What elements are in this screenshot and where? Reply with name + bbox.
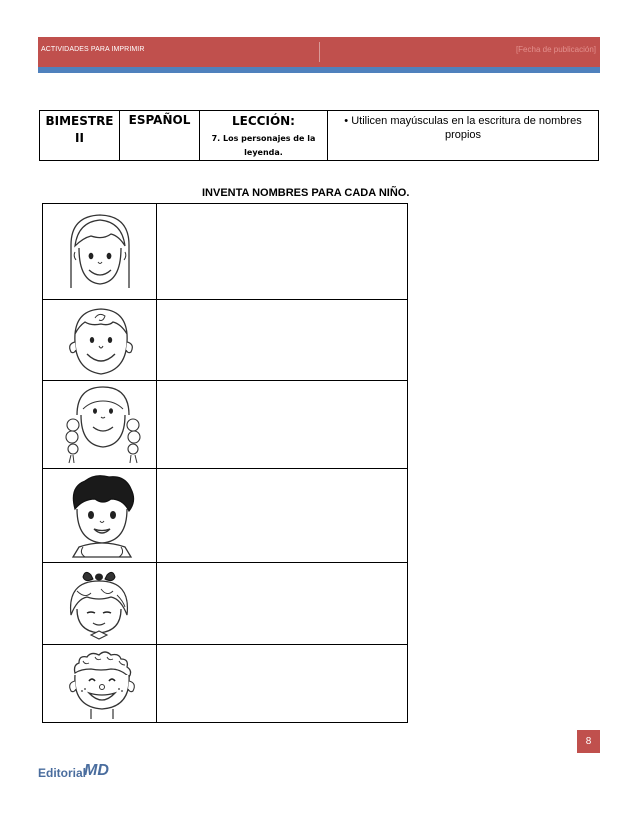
- materia-label: ESPAÑOL: [128, 113, 191, 127]
- header-divider: [319, 42, 320, 62]
- logo-mark: MD: [84, 762, 109, 779]
- table-row: [43, 563, 156, 644]
- girl-bangs-face-icon: [61, 210, 139, 294]
- table-row: [43, 645, 156, 722]
- table-row: [43, 300, 156, 380]
- instruction-heading: INVENTA NOMBRES PARA CADA NIÑO.: [202, 187, 410, 199]
- boy-dark-hair-face-icon: [61, 473, 143, 559]
- boy-smiling-face-icon: [61, 304, 141, 378]
- objetivo-text: • Utilicen mayúsculas en la escritura de nombres propios: [344, 115, 582, 141]
- page-header: [38, 37, 600, 67]
- table-row: [43, 204, 156, 299]
- header-date-placeholder[interactable]: [Fecha de publicación]: [515, 45, 596, 54]
- lesson-info-table: [39, 110, 599, 161]
- table-row: [43, 469, 156, 562]
- editorial-md-logo: [38, 762, 118, 786]
- leccion-cell: [200, 111, 328, 161]
- leccion-label: LECCIÓN:: [232, 114, 295, 128]
- table-row: [43, 381, 156, 468]
- materia-cell: [120, 111, 200, 161]
- boy-curly-hair-face-icon: [61, 647, 143, 721]
- header-title: ACTIVIDADES PARA IMPRIMIR: [41, 46, 145, 53]
- page-number-badge: 8: [577, 730, 600, 753]
- bimestre-cell: [40, 111, 120, 161]
- bimestre-label: BIMESTRE II: [45, 114, 114, 145]
- header-accent-bar: [38, 67, 600, 73]
- girl-braids-face-icon: [61, 383, 145, 467]
- objetivo-cell: [328, 111, 599, 161]
- girl-bow-face-icon: [61, 567, 141, 643]
- faces-name-table: [42, 203, 408, 723]
- logo-text: Editorial: [38, 766, 87, 780]
- leccion-title: 7. Los personajes de la leyenda.: [211, 134, 316, 157]
- header-left-section: [38, 37, 319, 67]
